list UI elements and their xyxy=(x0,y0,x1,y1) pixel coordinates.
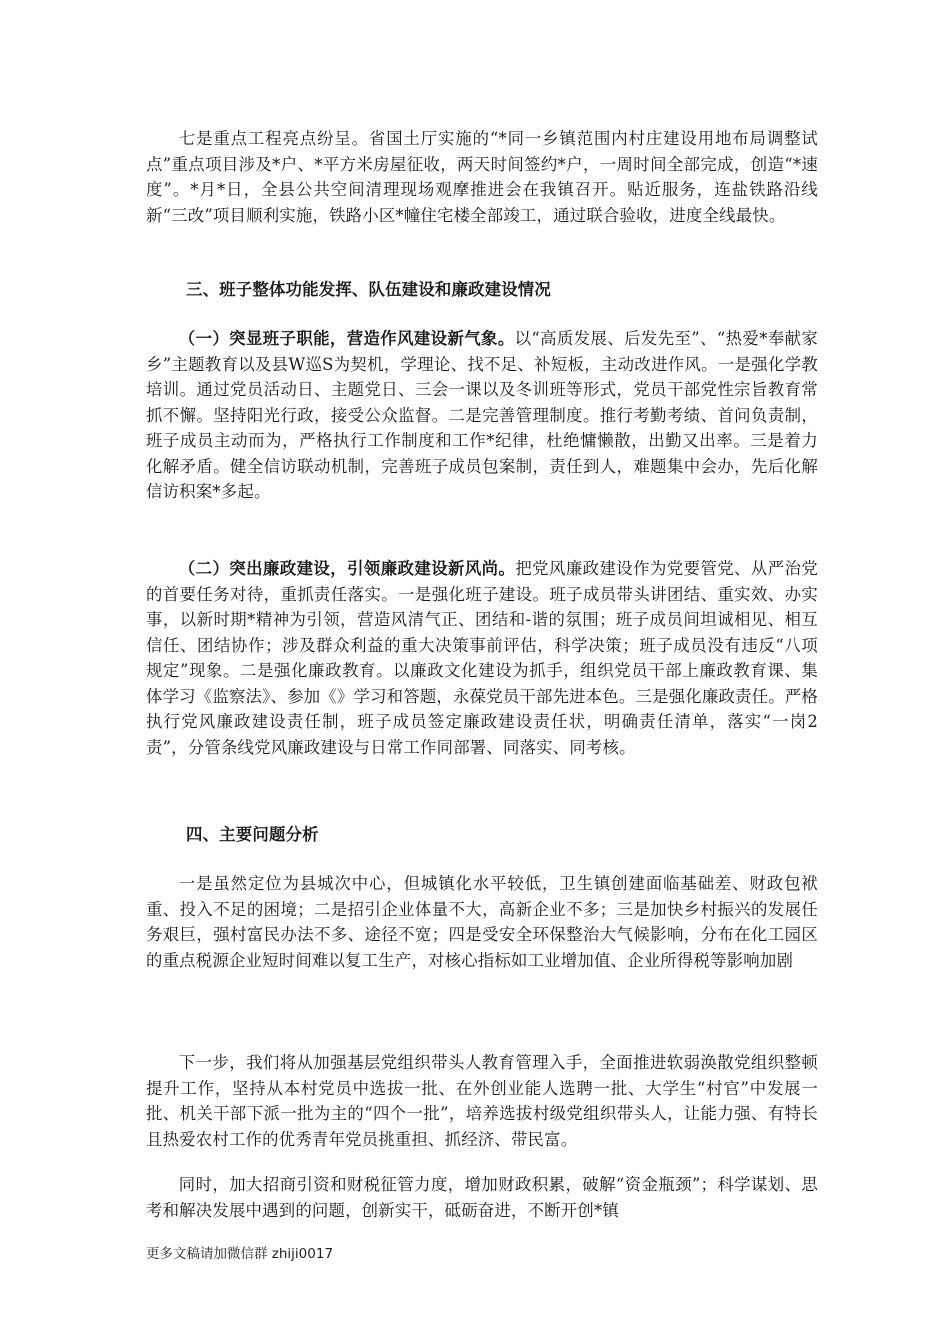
paragraph-lead: （一）突显班子职能，营造作风建设新气象。 xyxy=(178,329,515,348)
paragraph-text: 七是重点工程亮点纷呈。省国土厅实施的“*同一乡镇范围内村庄建设用地布局调整试点”重点项目涉及*户、*平方米房屋征收，两天时间签约*户，一周时间全部完成，创造“*速度”。*月*日，全县公共空间清理现场观摩推进会在我镇召开。贴近服务，连盐铁路沿线新“三改”项目顺利实施，铁路小区*幢住宅楼全部竣工，通过联合验收，进度全线最快。 xyxy=(146,129,818,225)
section-heading-4: 四、主要问题分析 xyxy=(186,825,319,844)
paragraph-text: 同时，加大招商引资和财税征管力度，增加财政积累，破解“资金瓶颈”；科学谋划、思考和解决发展中遇到的问题，创新实干，砥砺奋进，不断开创*镇 xyxy=(146,1175,818,1220)
section-heading-3: 三、班子整体功能发挥、队伍建设和廉政建设情况 xyxy=(186,280,551,299)
paragraph-meanwhile xyxy=(146,1172,818,1223)
paragraph-text: 以“高质发展、后发先至”、“热爱*奉献家乡”主题教育以及县W巡S为契机，学理论、找不足、补短板，主动改进作风。一是强化学教培训。通过党员活动日、主题党日、三会一课以及冬训班等形式，党员干部党性宗旨教育常抓不懈。坚持阳光行政，接受公众监督。二是完善管理制度。推行考勤考绩、首问负责制，班子成员主动而为，严格执行工作制度和工作*纪律，杜绝慵懒散，出勤又出率。三是着力化解矛盾。健全信访联动机制，完善班子成员包案制，责任到人，难题集中会办，先后化解信访积案*多起。 xyxy=(146,329,818,501)
footer-note: 更多文稿请加微信群 zhiji0017 xyxy=(146,1246,334,1262)
paragraph-text: 下一步，我们将从加强基层党组织带头人教育管理入手，全面推进软弱涣散党组织整顿提升工作，坚持从本村党员中选拔一批、在外创业能人选聘一批、大学生“村官”中发展一批、机关干部下派一批为主的“四个一批”，培养选拔村级党组织带头人，让能力强、有特长且热爱农村工作的优秀青年党员挑重担、抓经济、带民富。 xyxy=(146,1053,818,1149)
paragraph-clean-governance xyxy=(146,556,818,760)
paragraph-team-function xyxy=(146,326,818,505)
paragraph-lead: （二）突出廉政建设，引领廉政建设新风尚。 xyxy=(178,559,516,578)
paragraph-key-projects xyxy=(146,126,818,228)
paragraph-text: 把党风廉政建设作为党要管党、从严治党的首要任务对待，重抓责任落实。一是强化班子建设。班子成员带头讲团结、重实效、办实事，以新时期*精神为引领，营造风清气正、团结和-谐的氛围；班子成员间坦诚相见、相互信任、团结协作；涉及群众利益的重大决策事前评估，科学决策；班子成员没有违反“八项规定”现象。二是强化廉政教育。以廉政文化建设为抓手，组织党员干部上廉政教育课、集体学习《监察法》、参加《》学习和答题，永葆党员干部先进本色。三是强化廉政责任。严格执行党风廉政建设责任制，班子成员签定廉政建设责任状，明确责任清单，落实“一岗2责”，分管条线党风廉政建设与日常工作同部署、同落实、同考核。 xyxy=(146,559,819,757)
paragraph-problems xyxy=(146,871,818,973)
paragraph-text: 一是虽然定位为县城次中心，但城镇化水平较低，卫生镇创建面临基础差、财政包袱重、投入不足的困境；二是招引企业体量不大，高新企业不多；三是加快乡村振兴的发展任务艰巨，强村富民办法不多、途径不宽；四是受安全环保整治大气候影响，分布在化工园区的重点税源企业短时间难以复工生产，对核心指标如工业增加值、企业所得税等影响加剧 xyxy=(146,874,818,970)
paragraph-next-steps xyxy=(146,1050,818,1152)
